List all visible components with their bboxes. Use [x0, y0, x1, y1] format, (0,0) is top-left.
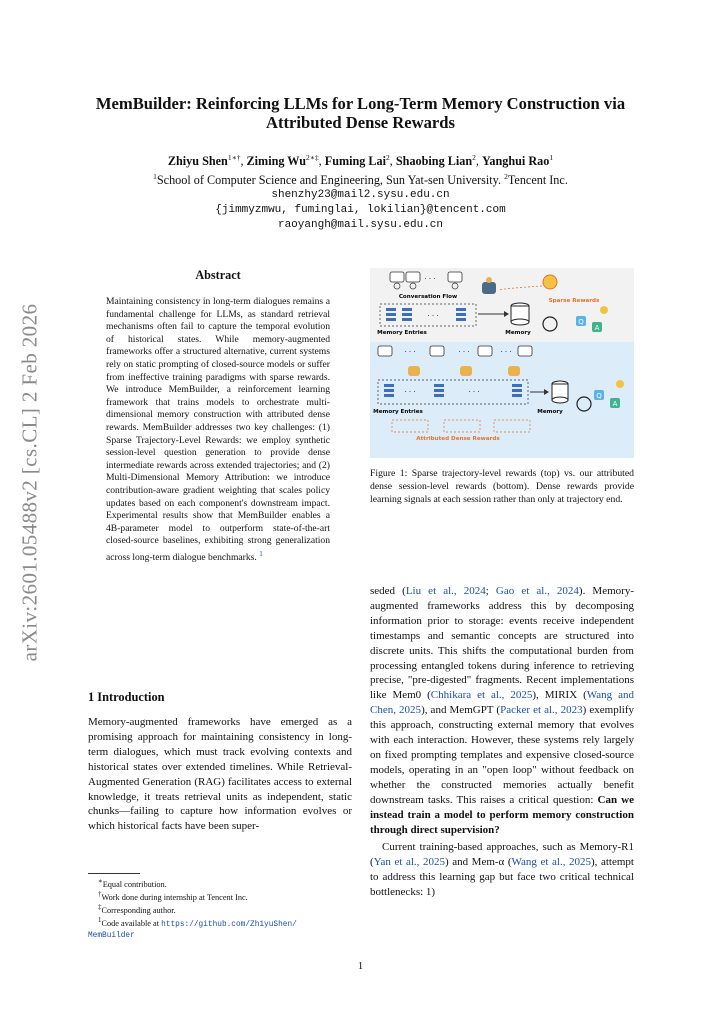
footnote-2 — [88, 890, 352, 903]
citation-wang-chen-2025[interactable]: Wang and Chen, 2025 — [370, 689, 634, 717]
lightbulb-icon-top — [600, 306, 608, 314]
citation-yan-2025[interactable]: Yan et al., 2025 — [373, 856, 445, 869]
author-3-mark: 2 — [386, 153, 390, 162]
author-5-mark: 1 — [549, 153, 554, 162]
author-1-mark: 1∗† — [227, 153, 241, 162]
footnote-2-text: Work done during internship at Tencent Inc. — [101, 892, 248, 902]
email-3: raoyangh@mail.sysu.edu.cn — [277, 219, 444, 232]
footnote-3-text: Corresponding author. — [101, 905, 176, 915]
label-memory-entries-bottom: Memory Entries — [373, 409, 423, 415]
author-5: Yanghui Rao — [481, 154, 550, 169]
author-4: Shaobing Lian — [395, 154, 473, 169]
footnotes — [88, 877, 352, 942]
database-icon-bottom — [552, 381, 568, 403]
email-1: shenzhy23@mail2.sysu.edu.cn — [271, 189, 450, 202]
footnote-2-mark: † — [98, 891, 102, 899]
text-span: ). Memory-augmented frameworks address this by decomposing information prior to storage: events receive independent timestamps and semantic concepts are structured into discrete units. This shifts the computational burden from processing entangled tokens during inference to retrieving precise, "pre-digested" fragments. Recent implementations like Mem0 ( — [370, 585, 634, 702]
citation-liu-2024[interactable]: Liu et al., 2024 — [405, 585, 486, 597]
abstract-text: Maintaining consistency in long-term dialogues remains a fundamental challenge for LLMs, as standard retrieval mechanisms often fail to capture the temporal evolution of historical states. While memory-augmented frameworks offer a structured alternative, current systems rely on static prompting of closed-source models or suffer from ineffective training paradigms with sparse rewards. We introduce MemBuilder, a reinforcement learning framework that trains models to orchestrate multi-dimensional memory construction with attributed dense rewards. MemBuilder addresses two key challenges: (1) Sparse Trajectory-Level Rewards: we employ synthetic session-level question generation to provide dense intermediate rewards across extended trajectories; and (2) Multi-Dimensional Memory Attribution: we introduce contribution-aware gradient weighting that scales policy updates based on each component's downstream impact. Experimental results show that MemBuilder enables a 4B-parameter model to outperform state-of-the-art closed-source baselines, exhibiting strong generalization across long-term dialogue benchmarks. — [106, 296, 330, 564]
intro-paragraph-3 — [370, 840, 634, 900]
key-question: Can we instead train a model to perform memory construction through direct supervision? — [370, 793, 635, 836]
author-block — [60, 150, 661, 233]
figure-1 — [370, 268, 634, 458]
label-memory-top: Memory — [505, 330, 531, 336]
affiliations — [60, 169, 661, 188]
intro-paragraph-1: Memory-augmented frameworks have emerged as a promising approach for maintaining consistency in long-term dialogues, which must track evolving contexts and historical states over extended timelines. While Retrieval-Augmented Generation (RAG) facilitates access to external knowledge, it treats retrieval units as independent, static chunks—failing to capture how information evolves or which historical facts have been super- — [88, 716, 352, 833]
affiliation-2: Tencent Inc. — [507, 173, 568, 188]
text-span: Current training-based approaches, such as Memory-R1 ( — [370, 841, 634, 869]
email-2: {jimmyzmwu, fuminglai, lokilian}@tencent.com — [215, 204, 506, 217]
author-1: Zhiyu Shen — [167, 154, 228, 169]
arxiv-sidebar-id: arXiv:2601.05488v2 [cs.CL] 2 Feb 2026 — [17, 303, 42, 662]
author-3: Fuming Lai — [324, 154, 387, 169]
reward-medal-icon-top — [543, 275, 557, 289]
footnote-1 — [88, 877, 352, 890]
text-span: ), MIRIX ( — [532, 689, 587, 702]
ellipsis-memory-top: · · · — [427, 312, 439, 320]
footnote-4-text: Code available at — [101, 918, 162, 928]
ellipsis-memory-bottom-1: · · · — [404, 388, 416, 396]
ellipsis-bottom-2: · · · — [458, 348, 470, 356]
label-memory-bottom: Memory — [537, 409, 563, 415]
figure-1-caption: Figure 1: Sparse trajectory-level rewards (top) vs. our attributed dense session-level rewards (bottom). Dense rewards provide learning signals at each session rather than only at trajectory end. — [370, 468, 634, 505]
citation-wang-2025[interactable]: Wang et al., 2025 — [511, 856, 592, 869]
author-2-mark: 2∗‡ — [306, 153, 319, 162]
footnote-3-mark: ‡ — [98, 904, 102, 912]
ellipsis-memory-bottom-2: · · · — [468, 388, 480, 396]
footnote-1-mark: ∗ — [98, 878, 103, 885]
footnote-1-text: Equal contribution. — [102, 879, 167, 889]
label-sparse-rewards: Sparse Rewards — [548, 298, 600, 304]
text-span: seded ( — [370, 585, 406, 597]
section-heading-introduction: 1 Introduction — [88, 690, 165, 704]
footnote-rule — [88, 873, 140, 874]
answer-label-bottom: A — [612, 400, 618, 408]
label-memory-entries-top: Memory Entries — [377, 330, 427, 336]
code-link[interactable]: https://github.com/Zh1yuShen/ — [161, 920, 297, 929]
intro-right-column — [370, 584, 634, 900]
text-span: ), and MemGPT ( — [421, 704, 501, 717]
intro-paragraph-2 — [370, 585, 634, 836]
footnote-3 — [88, 903, 352, 916]
title-line-2: Attributed Dense Rewards — [266, 113, 455, 132]
figure-bottom-panel — [370, 342, 634, 458]
footnote-4 — [88, 916, 352, 930]
label-conversation-flow: Conversation Flow — [398, 294, 458, 300]
label-attributed-dense-rewards: Attributed Dense Rewards — [416, 436, 500, 442]
affiliation-1-mark: 1 — [153, 172, 157, 182]
text-span: ), attempt to address this learning gap but face two critical technical bottlenecks: 1) — [370, 856, 634, 899]
title-line-1: MemBuilder: Reinforcing LLMs for Long-Term Memory Construction via — [95, 94, 626, 113]
code-link-continued[interactable]: MemBuilder — [88, 932, 135, 941]
database-icon-top — [511, 303, 529, 325]
question-label-bottom: Q — [596, 392, 602, 400]
text-span: ; — [485, 585, 496, 597]
lightbulb-icon-bottom — [616, 380, 624, 388]
citation-packer-2023[interactable]: Packer et al., 2023 — [500, 704, 583, 717]
ellipsis-bottom-1: · · · — [404, 348, 416, 356]
author-4-mark: 2 — [472, 153, 476, 162]
abstract-body — [106, 296, 330, 565]
author-2: Ziming Wu — [246, 154, 307, 169]
text-span: ) and Mem-α ( — [444, 856, 512, 869]
affiliation-1: School of Computer Science and Engineering, Sun Yat-sen University. — [156, 173, 502, 188]
ellipsis-bottom-3: · · · — [500, 348, 512, 356]
text-span: ) exemplify this approach, constructing external memory that evolves with each interaction. However, these systems rely largely on fixed prompting templates and expensive closed-source models, operating in an "open loop" without feedback on whether the constructed memories actually benefit downstream tasks. This raises a critical question: — [370, 704, 634, 806]
ellipsis-top: · · · — [424, 275, 436, 283]
citation-chhikara-2025[interactable]: Chhikara et al., 2025 — [430, 689, 533, 702]
question-label-top: Q — [578, 318, 584, 326]
author-names: Zhiyu Shen$^{1∗\dagger}$, Ziming $Wu^{2∗\ddagger}$, Fuming Lai$^2$, Shaobing Lian$^2$, Yanghui Rao$^1$ — [167, 153, 554, 169]
page-number: 1 — [357, 960, 364, 972]
intro-left-column — [88, 715, 352, 834]
abstract-footnote-mark[interactable]: 1 — [259, 549, 263, 558]
affiliation-2-mark: 2 — [504, 172, 508, 182]
answer-label-top: A — [594, 324, 600, 332]
citation-gao-2024[interactable]: Gao et al., 2024 — [495, 585, 579, 597]
paper-title — [60, 94, 661, 132]
abstract-heading: Abstract — [195, 268, 241, 282]
footnote-4-mark: 1 — [98, 917, 102, 925]
